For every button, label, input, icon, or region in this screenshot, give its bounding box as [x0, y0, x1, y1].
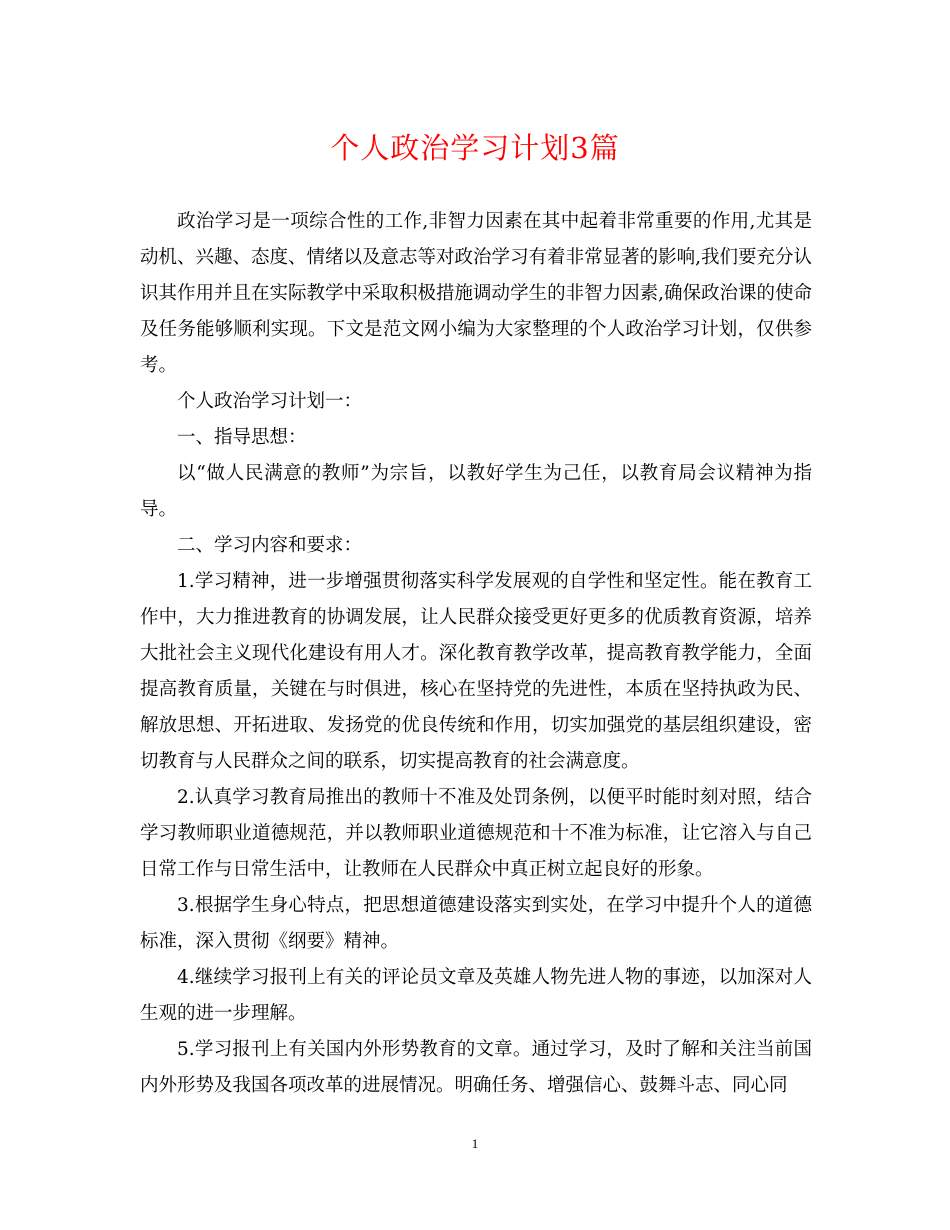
intro-paragraph: 政治学习是一项综合性的工作,非智力因素在其中起着非常重要的作用,尤其是动机、兴趣、态度、情绪以及意志等对政治学习有着非常显著的影响,我们要充分认识其作用并且在实际教学中采取积极措施调动学生的非智力因素,确保政治课的使命及任务能够顺利实现。下文是范文网小编为大家整理的个人政治学习计划，仅供参考。 [140, 211, 812, 376]
list-item-1: 1.学习精神，进一步增强贯彻落实科学发展观的自学性和坚定性。能在教育工作中，大力推进教育的协调发展，让人民群众接受更好更多的优质教育资源，培养大批社会主义现代化建设有用人才。深化教育教学改革，提高教育教学能力，全面提高教育质量，关键在与时俱进，核心在坚持党的先进性，本质在坚持执政为民、解放思想、开拓进取、发扬党的优良传统和作用，切实加强党的基层组织建设，密切教育与人民群众之间的联系，切实提高教育的社会满意度。 [140, 571, 812, 772]
section-heading-plan-one: 个人政治学习计划一： [177, 391, 363, 412]
section-heading-guiding-ideology: 一、指导思想： [177, 427, 307, 448]
page-title: 个人政治学习计划3篇 [330, 131, 620, 165]
guiding-ideology-paragraph: 以“做人民满意的教师”为宗旨，以教好学生为己任，以教育局会议精神为指导。 [140, 463, 812, 520]
list-item-5: 5.学习报刊上有关国内外形势教育的文章。通过学习，及时了解和关注当前国内外形势及我国各项改革的进展情况。明确任务、增强信心、鼓舞斗志、同心同 [140, 1039, 812, 1096]
list-item-2: 2.认真学习教育局推出的教师十不准及处罚条例，以便平时能时刻对照，结合学习教师职业道德规范，并以教师职业道德规范和十不准为标准，让它溶入与自己日常工作与日常生活中，让教师在人民群众中真正树立起良好的形象。 [140, 787, 812, 880]
document-body [140, 204, 812, 1104]
list-item-3: 3.根据学生身心特点，把思想道德建设落实到实处，在学习中提升个人的道德标准，深入贯彻《纲要》精神。 [140, 895, 812, 952]
section-heading-content-requirements: 二、学习内容和要求： [177, 535, 363, 556]
page-number: 1 [471, 1136, 479, 1151]
list-item-4: 4.继续学习报刊上有关的评论员文章及英雄人物先进人物的事迹，以加深对人生观的进一步理解。 [140, 967, 812, 1024]
